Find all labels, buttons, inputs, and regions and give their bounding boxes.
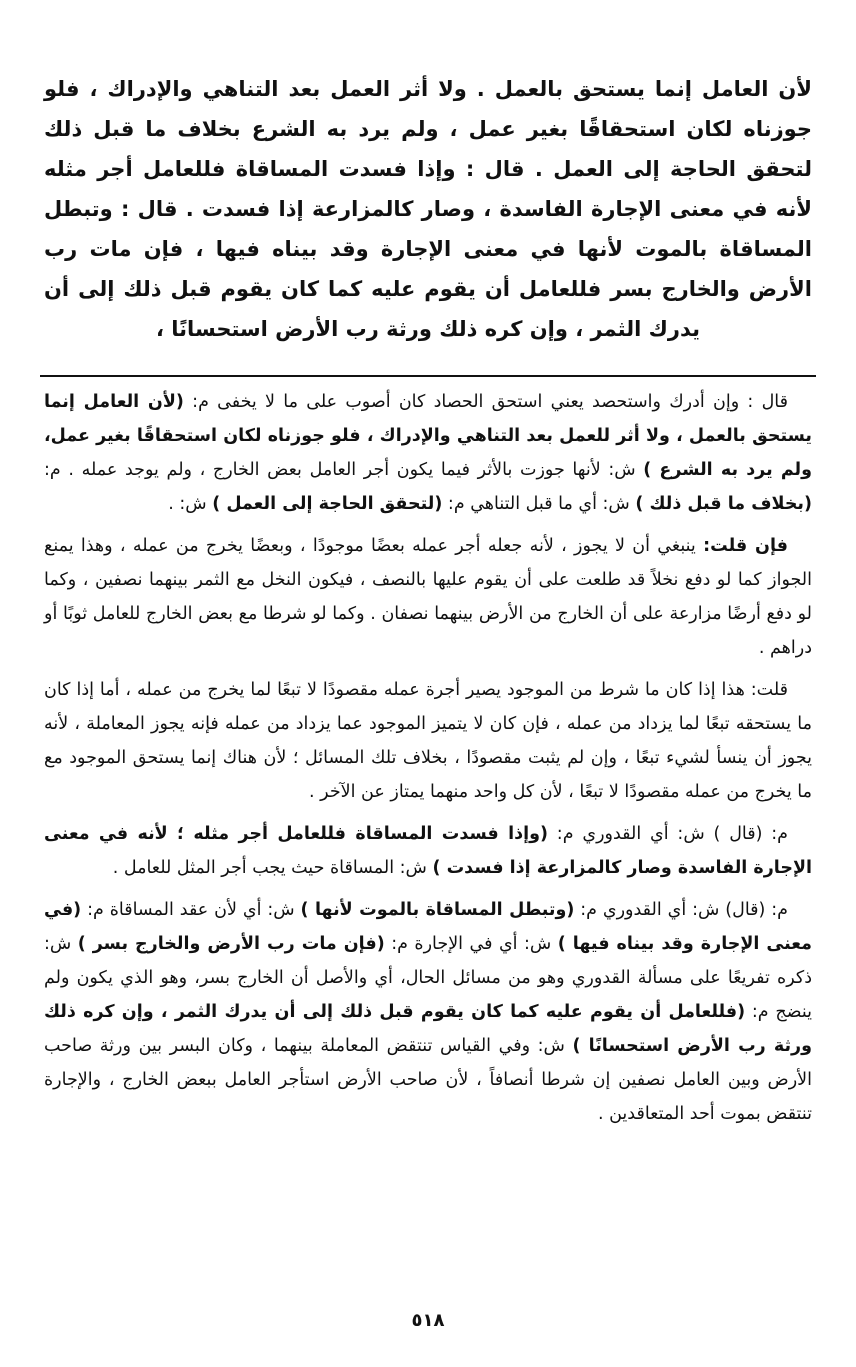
- quoted-matn: (وتبطل المساقاة بالموت لأنها ): [300, 900, 575, 920]
- quoted-matn: (في معنى الإجارة وقد بيناه فيها ): [44, 900, 812, 954]
- matn-text: لأن العامل إنما يستحق بالعمل . ولا أثر العمل بعد التناهي والإدراك ، فلو جوزناه لكان استحقاقًا بغير عمل ، ولم يرد به الشرع بخلاف ما قبل ذلك لتحقق الحاجة إلى العمل . قال : وإذا فسدت المساقاة فللعامل أجر مثله لأنه في معنى الإجارة الفاسدة ، وصار كالمزارعة إذا فسدت . قال : وتبطل المساقاة بالموت لأنها في معنى الإجارة وقد بيناه فيها ، فإن مات رب الأرض والخارج بسر فللعامل أن يقوم عليه كما كان يقوم قبل ذلك إلى أن يدرك الثمر ، وإن كره ذلك ورثة رب الأرض استحسانًا ،: [44, 77, 812, 341]
- objection-lead: فإن قلت:: [703, 536, 788, 556]
- quoted-matn: (فإن مات رب الأرض والخارج بسر ): [77, 934, 385, 954]
- book-page: [40, 55, 816, 1367]
- text-run: ش: وفي القياس تنتقض المعاملة بينهما ، وكان البسر بين ورثة صاحب الأرض وبين العامل نصفين إن شرطا أنصافاً ، لأن صاحب الأرض استأجر العامل ببعض الخارج ، والإجارة تنتقض بموت أحد المتعاقدين .: [44, 1036, 812, 1124]
- commentary-paragraph-5: [44, 893, 812, 1131]
- quoted-matn: (فللعامل أن يقوم عليه كما كان يقوم قبل ذلك إلى أن يدرك الثمر ، وإن كره ذلك ورثة رب الأرض استحسانًا ): [44, 1002, 813, 1056]
- commentary-paragraph-4: [44, 817, 812, 885]
- page-number: ٥١٨: [411, 1310, 445, 1331]
- text-run: ينبغي أن لا يجوز ، لأنه جعله أجر عمله بعضًا موجودًا ، وبعضًا يخرج من عمله ، وهذا يمنع الجواز كما لو دفع نخلاً قد طلعت على أن يقوم عليها بالنصف ، فيكون النخل مع الثمر بينهما نصفين ، وكما لو دفع أرضًا مزارعة على أن الخارج من الأرض بينهما نصفان . وكما لو شرطا مع بعض الخارج للعامل ثوبًا أو دراهم .: [44, 536, 812, 658]
- text-run: ش: لأنها جوزت بالأثر فيما يكون أجر العامل بعض الخارج ، ولم يوجد عمله . م:: [44, 460, 644, 480]
- text-run: م: (قال) ش: أي القدوري م:: [574, 900, 788, 920]
- text-run: م: (قال ) ش: أي القدوري م:: [547, 824, 788, 844]
- quoted-matn: (لتحقق الحاجة إلى العمل ): [212, 494, 443, 514]
- answer-lead: قلت:: [750, 680, 788, 700]
- quoted-matn: (وإذا فسدت المساقاة فللعامل أجر مثله ؛ لأنه في معنى الإجارة الفاسدة وصار كالمزارعة إذا فسدت ): [44, 824, 812, 878]
- text-run: ش: أي في الإجارة م:: [384, 934, 558, 954]
- commentary: [44, 385, 812, 1131]
- commentary-paragraph-3: [44, 673, 812, 809]
- text-run: قال : وإن أدرك واستحصد يعني استحق الحصاد كان أصوب على ما لا يخفى م:: [183, 392, 789, 412]
- text-run: هذا إذا كان ما شرط من الموجود يصير أجرة عمله مقصودًا لا تبعًا لما يخرج من عمله ، أما إذا كان ما يستحقه تبعًا لما يزداد من عمله ، فإن كان لا يتميز الموجود عما يزداد من عمله فإنه يجوز المعاملة ، لأنه يجوز أن ينسأ لشيء تبعًا ، وإن لم يثبت مقصودًا ، بخلاف تلك المسائل ؛ لأن هناك إنما يستحق الموجود مع ما يخرج من عمله مقصودًا لا تبعًا ، لأن كل واحد منهما يمتاز عن الآخر .: [44, 680, 812, 802]
- quoted-matn: (لأن العامل إنما يستحق بالعمل ، ولا أثر للعمل بعد التناهي والإدراك ، فلو جوزناه لكان استحقاقًا بغير عمل، ولم يرد به الشرع ): [44, 392, 812, 480]
- text-run: ش: أي ما قبل التناهي م:: [442, 494, 636, 514]
- text-run: ش: ذكره تفريعًا على مسألة القدوري وهو من مسائل الحال، أي والأصل أن الخارج بسر، وهو الذي يكون ولم ينضج م:: [44, 934, 812, 1022]
- commentary-paragraph-1: [44, 385, 812, 521]
- text-run: ش: المساقاة حيث يجب أجر المثل للعامل .: [112, 858, 433, 878]
- text-run: ش: .: [168, 494, 213, 514]
- quoted-matn: (بخلاف ما قبل ذلك ): [635, 494, 812, 514]
- separator-rule: [40, 375, 816, 377]
- commentary-paragraph-2: [44, 529, 812, 665]
- text-run: ش: أي لأن عقد المساقاة م:: [81, 900, 301, 920]
